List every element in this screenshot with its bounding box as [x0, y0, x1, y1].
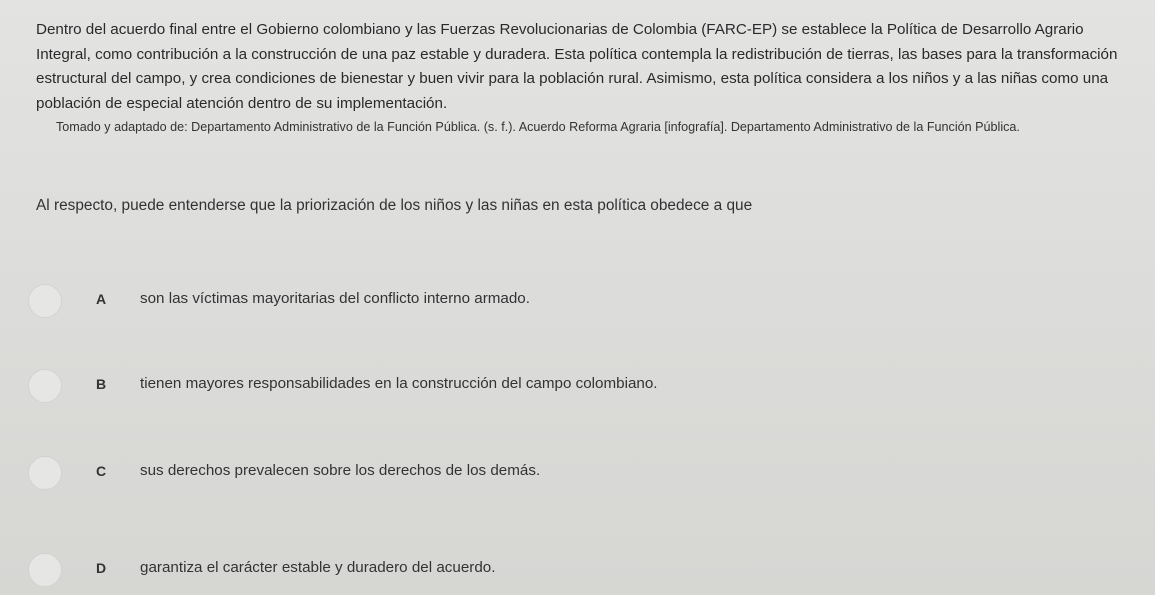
option-letter-b: B — [96, 376, 107, 392]
option-letter-d: D — [96, 560, 107, 576]
radio-button-a[interactable] — [28, 284, 62, 318]
question-stem: Al respecto, puede entenderse que la priorización de los niños y las niñas en esta política obedece a que — [36, 197, 753, 214]
option-text-b: tienen mayores responsabilidades en la construcción del campo colombiano. — [140, 375, 658, 392]
option-letter-c: C — [96, 463, 107, 479]
option-text-a: son las víctimas mayoritarias del conflicto interno armado. — [140, 290, 530, 307]
source-citation: Tomado y adaptado de: Departamento Administrativo de la Función Pública. (s. f.). Acuerdo Reforma Agraria [infografía]. Departamento Administrativo de la Función Pública. — [56, 120, 1020, 134]
answer-option-d[interactable] — [28, 553, 928, 589]
option-text-c: sus derechos prevalecen sobre los derechos de los demás. — [140, 462, 541, 479]
answer-option-b[interactable] — [28, 369, 928, 405]
option-text-d: garantiza el carácter estable y duradero del acuerdo. — [140, 559, 496, 576]
radio-button-b[interactable] — [28, 369, 62, 403]
reading-passage: Dentro del acuerdo final entre el Gobierno colombiano y las Fuerzas Revolucionarias de Colombia (FARC-EP) se establece la Política de Desarrollo Agrario Integral, como contribución a la construcción de una paz estable y duradera. Esta política contempla la redistribución de tierras, las bases para la transformación estructural del campo, y crea condiciones de bienestar y buen vivir para la población rural. Asimismo, esta política considera a los niños y a las niñas como una población de especial atención dentro de su implementación. — [36, 21, 1118, 112]
answer-option-a[interactable] — [28, 284, 928, 320]
radio-button-c[interactable] — [28, 456, 62, 490]
answer-option-c[interactable] — [28, 456, 928, 492]
radio-button-d[interactable] — [28, 553, 62, 587]
option-letter-a: A — [96, 291, 107, 307]
